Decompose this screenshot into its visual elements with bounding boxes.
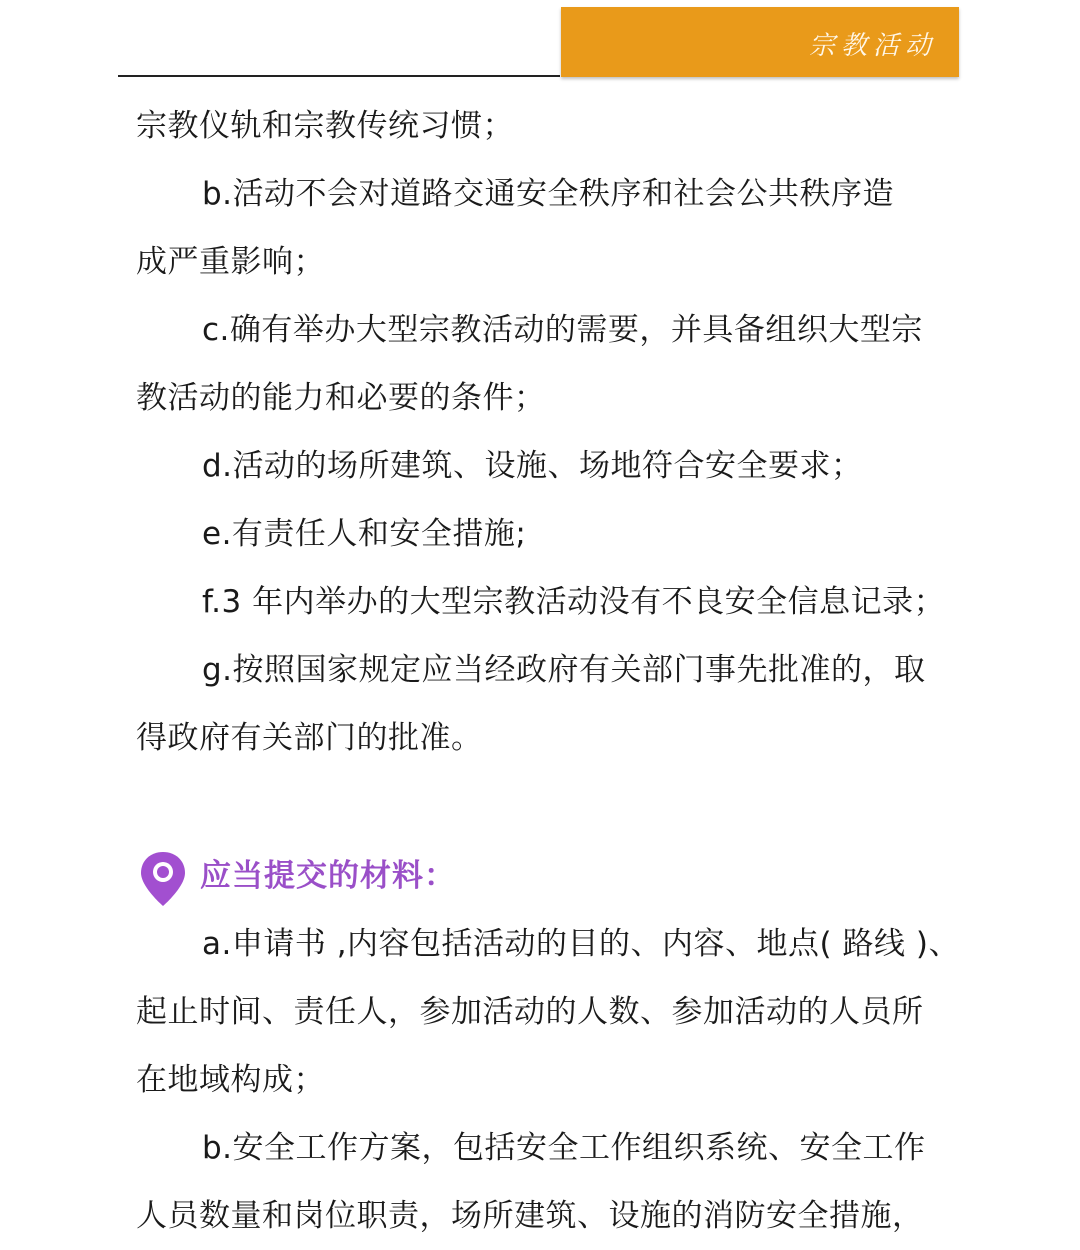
paragraph-line: 在地域构成； (136, 1062, 325, 1098)
paragraph-line: a.申请书 ,内容包括活动的目的、内容、地点( 路线 )、 (202, 926, 960, 962)
paragraph-line: 得政府有关部门的批准。 (136, 720, 483, 756)
section-heading (136, 842, 976, 910)
paragraph-line: f.3 年内举办的大型宗教活动没有不良安全信息记录； (202, 584, 946, 620)
paragraph-line: 人员数量和岗位职责，场所建筑、设施的消防安全措施， (136, 1198, 924, 1234)
location-pin-icon (138, 850, 188, 908)
materials-list (136, 910, 976, 1250)
paragraph-line: b.活动不会对道路交通安全秩序和社会公共秩序造 (202, 176, 895, 212)
paragraph-line: g.按照国家规定应当经政府有关部门事先批准的，取 (202, 652, 926, 688)
header-rule (118, 75, 560, 77)
header-tab (561, 7, 959, 77)
conditions-list (136, 92, 976, 772)
paragraph-line: 教活动的能力和必要的条件； (136, 380, 546, 416)
paragraph-line: d.活动的场所建筑、设施、场地符合安全要求； (202, 448, 863, 484)
paragraph-line: e.有责任人和安全措施; (202, 516, 527, 552)
paragraph-line: 宗教仪轨和宗教传统习惯； (136, 108, 514, 144)
section-gap (136, 772, 976, 842)
header-tab-label: 宗教活动 (808, 31, 937, 61)
paragraph-line: c.确有举办大型宗教活动的需要，并具备组织大型宗 (202, 312, 923, 348)
paragraph-line: 成严重影响； (136, 244, 325, 280)
document-body (136, 92, 976, 1250)
paragraph-line: 起止时间、责任人，参加活动的人数、参加活动的人员所 (136, 994, 924, 1030)
paragraph-line: b.安全工作方案，包括安全工作组织系统、安全工作 (202, 1130, 926, 1166)
section-title: 应当提交的材料： (200, 858, 456, 894)
